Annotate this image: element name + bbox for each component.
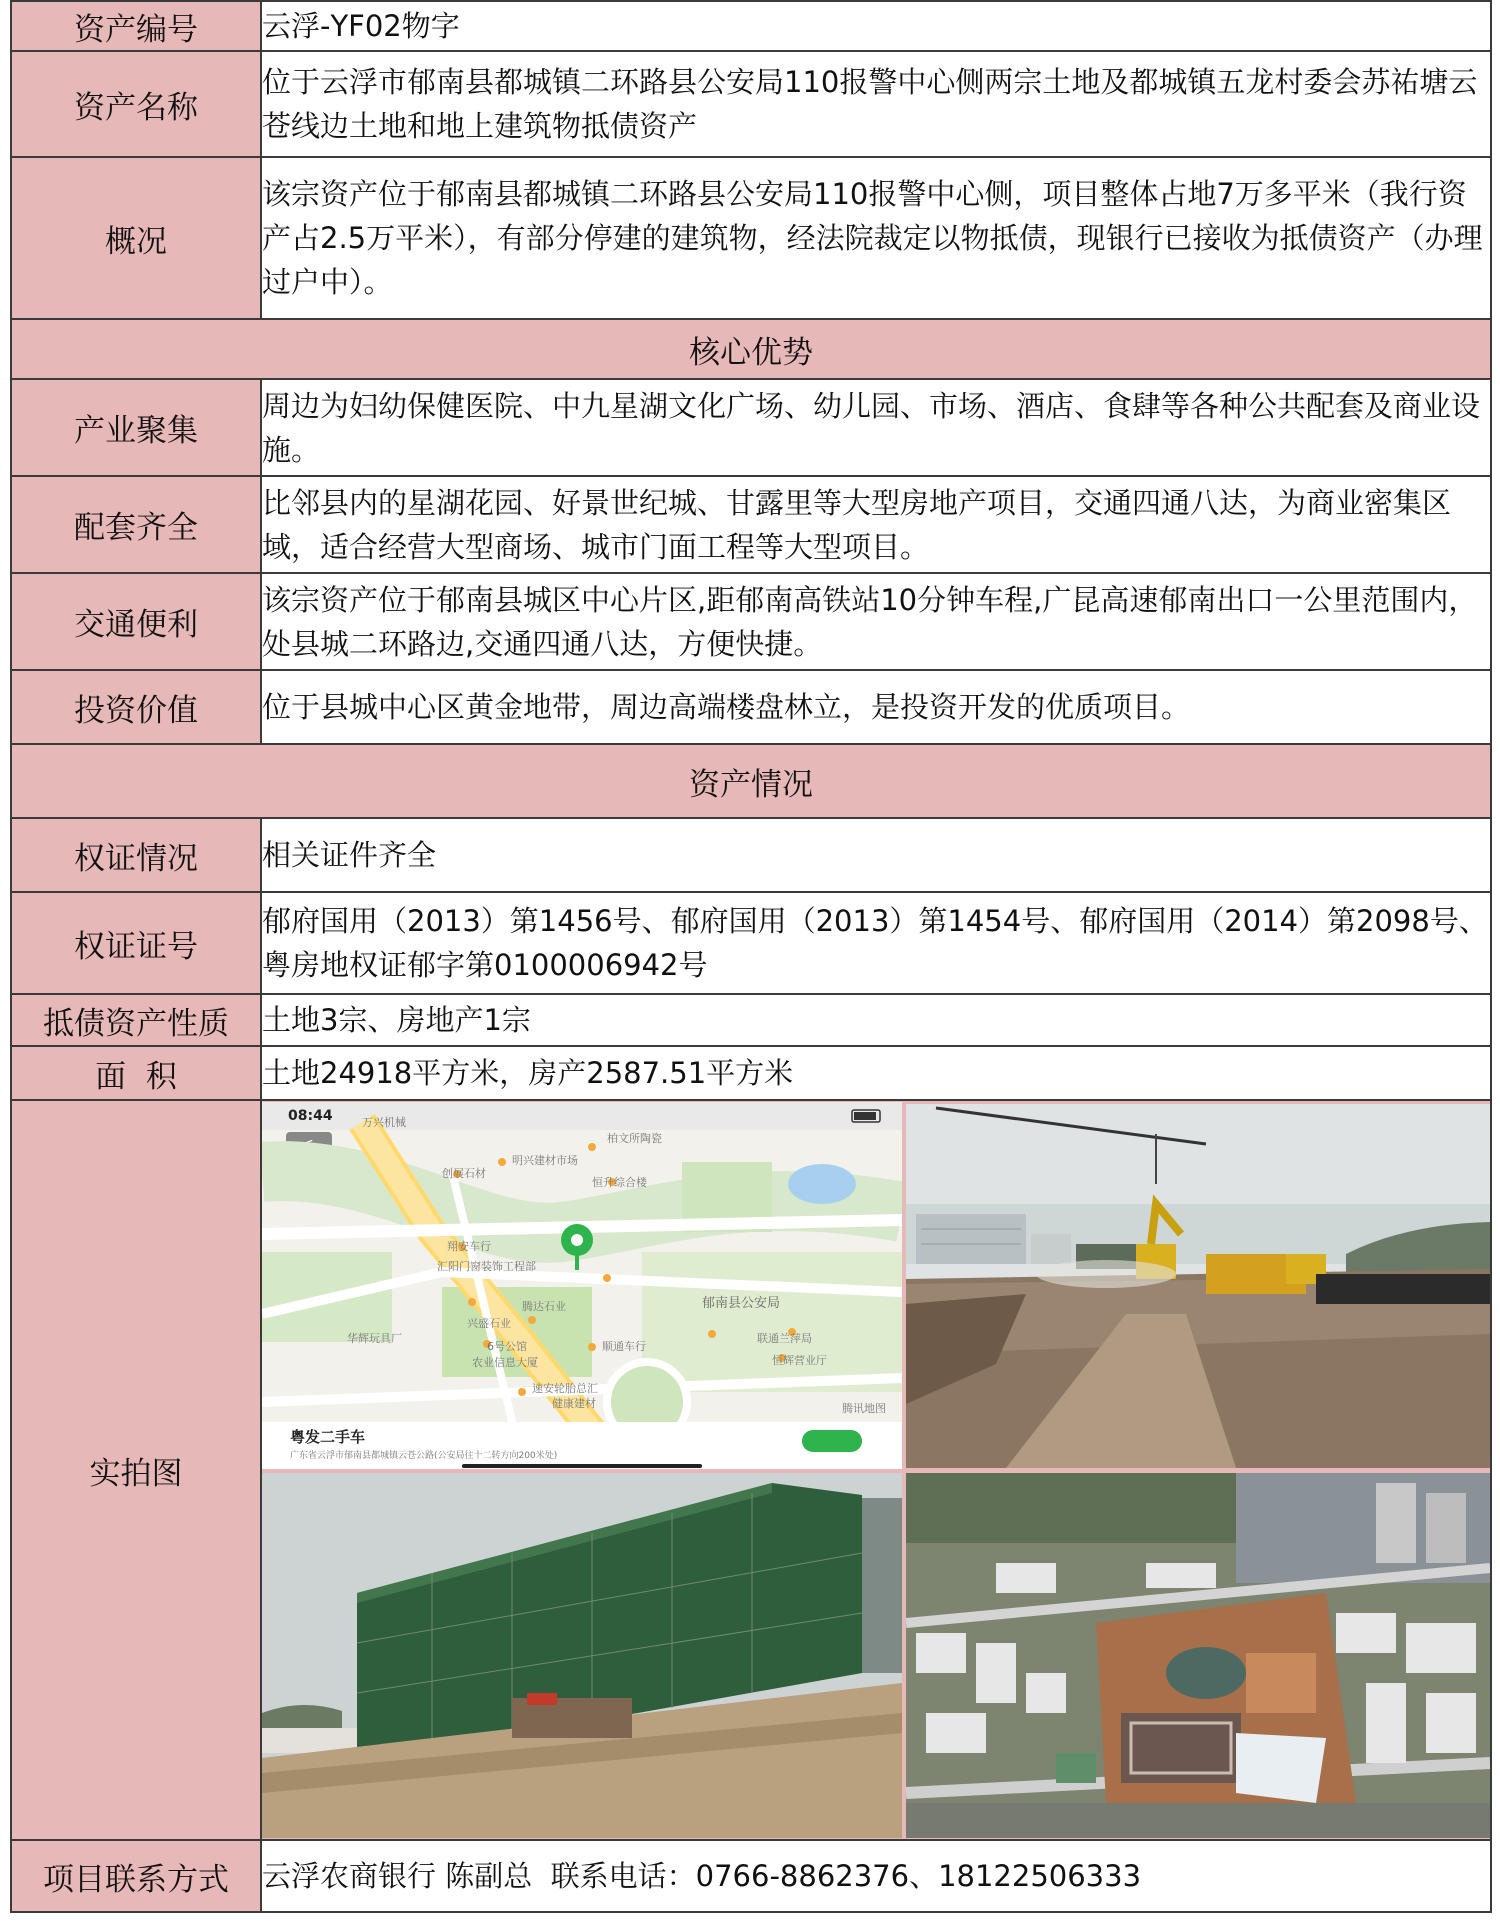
industry-cluster-label: 产业聚集 [11,379,261,476]
svg-text:兴盛石业: 兴盛石业 [467,1317,511,1330]
svg-text:郁南县公安局: 郁南县公安局 [702,1296,781,1311]
investment-value-label: 投资价值 [11,670,261,744]
aerial-view-photo [906,1473,1490,1838]
asset-id-label: 资产编号 [11,1,261,51]
svg-text:明兴建材市场: 明兴建材市场 [512,1154,578,1167]
contact-value: 云浮农商银行 陈副总 联系电话：0766-8862376、18122506333 [261,1840,1491,1912]
svg-text:顺通车行: 顺通车行 [602,1340,646,1353]
certificate-status-label: 权证情况 [11,818,261,892]
svg-text:恒升综合楼: 恒升综合楼 [592,1176,647,1189]
area-value: 土地24918平方米，房产2587.51平方米 [261,1046,1491,1100]
svg-text:6号公馆: 6号公馆 [487,1340,527,1353]
svg-text:翔安车行: 翔安车行 [447,1240,491,1253]
svg-text:创展石材: 创展石材 [442,1167,486,1180]
certificate-status-value: 相关证件齐全 [261,818,1491,892]
construction-site-photo [906,1104,1490,1468]
map-photo [262,1102,902,1469]
svg-text:恒辉营业厅: 恒辉营业厅 [772,1354,827,1367]
svg-text:万兴机械: 万兴机械 [362,1116,406,1129]
svg-text:柏文所陶瓷: 柏文所陶瓷 [607,1132,662,1145]
svg-text:腾达石业: 腾达石业 [522,1300,566,1313]
svg-text:速安轮胎总汇: 速安轮胎总汇 [532,1382,598,1395]
svg-text:联通兰萍局: 联通兰萍局 [757,1332,812,1345]
section-core-advantages: 核心优势 [11,319,1491,379]
contact-label: 项目联系方式 [11,1840,261,1912]
asset-name-label: 资产名称 [11,51,261,157]
map-place-title: 粤发二手车 [290,1428,366,1446]
map-place-address: 广东省云浮市郁南县都城镇云苍公路(公安局往十二转方向200米处) [290,1451,558,1461]
industry-cluster-value: 周边为妇幼保健医院、中九星湖文化广场、幼儿园、市场、酒店、食肆等各种公共配套及商业设施。 [261,379,1491,476]
asset-nature-value: 土地3宗、房地产1宗 [261,994,1491,1046]
svg-text:农业信息大厦: 农业信息大厦 [472,1356,538,1369]
asset-nature-label: 抵债资产性质 [11,994,261,1046]
building-netting-photo [262,1473,902,1838]
section-asset-status: 资产情况 [11,744,1491,818]
svg-text:<: < [302,1136,314,1152]
facilities-value: 比邻县内的星湖花园、好景世纪城、甘露里等大型房地产项目，交通四通八达，为商业密集区域，适合经营大型商场、城市门面工程等大型项目。 [261,476,1491,573]
investment-value-value: 位于县城中心区黄金地带，周边高端楼盘林立，是投资开发的优质项目。 [261,670,1491,744]
svg-text:健康建材: 健康建材 [552,1397,596,1410]
area-label: 面 积 [11,1046,261,1100]
svg-text:汇阳门窗装饰工程部: 汇阳门窗装饰工程部 [437,1260,536,1273]
map-time: 08:44 [288,1108,333,1124]
overview-label: 概况 [11,157,261,319]
overview-value: 该宗资产位于郁南县都城镇二环路县公安局110报警中心侧，项目整体占地7万多平米（我行资产占2.5万平米），有部分停建的建筑物，经法院裁定以物抵债，现银行已接收为抵债资产（办理过户中）。 [261,157,1491,319]
certificate-number-value: 郁府国用（2013）第1456号、郁府国用（2013）第1454号、郁府国用（2014）第2098号、粤房地权证郁字第0100006942号 [261,892,1491,994]
certificate-number-label: 权证证号 [11,892,261,994]
asset-id-value: 云浮-YF02物字 [261,1,1491,51]
facilities-label: 配套齐全 [11,476,261,573]
photos-cell [261,1100,1491,1840]
photos-label: 实拍图 [11,1100,261,1840]
svg-text:华辉玩具厂: 华辉玩具厂 [347,1332,402,1345]
asset-info-table [10,0,1492,1913]
transport-value: 该宗资产位于郁南县城区中心片区,距郁南高铁站10分钟车程,广昆高速郁南出口一公里范围内，处县城二环路边,交通四通八达，方便快捷。 [261,573,1491,670]
svg-text:腾讯地图: 腾讯地图 [842,1402,886,1415]
asset-name-value: 位于云浮市郁南县都城镇二环路县公安局110报警中心侧两宗土地及都城镇五龙村委会苏祐塘云苍线边土地和地上建筑物抵债资产 [261,51,1491,157]
transport-label: 交通便利 [11,573,261,670]
